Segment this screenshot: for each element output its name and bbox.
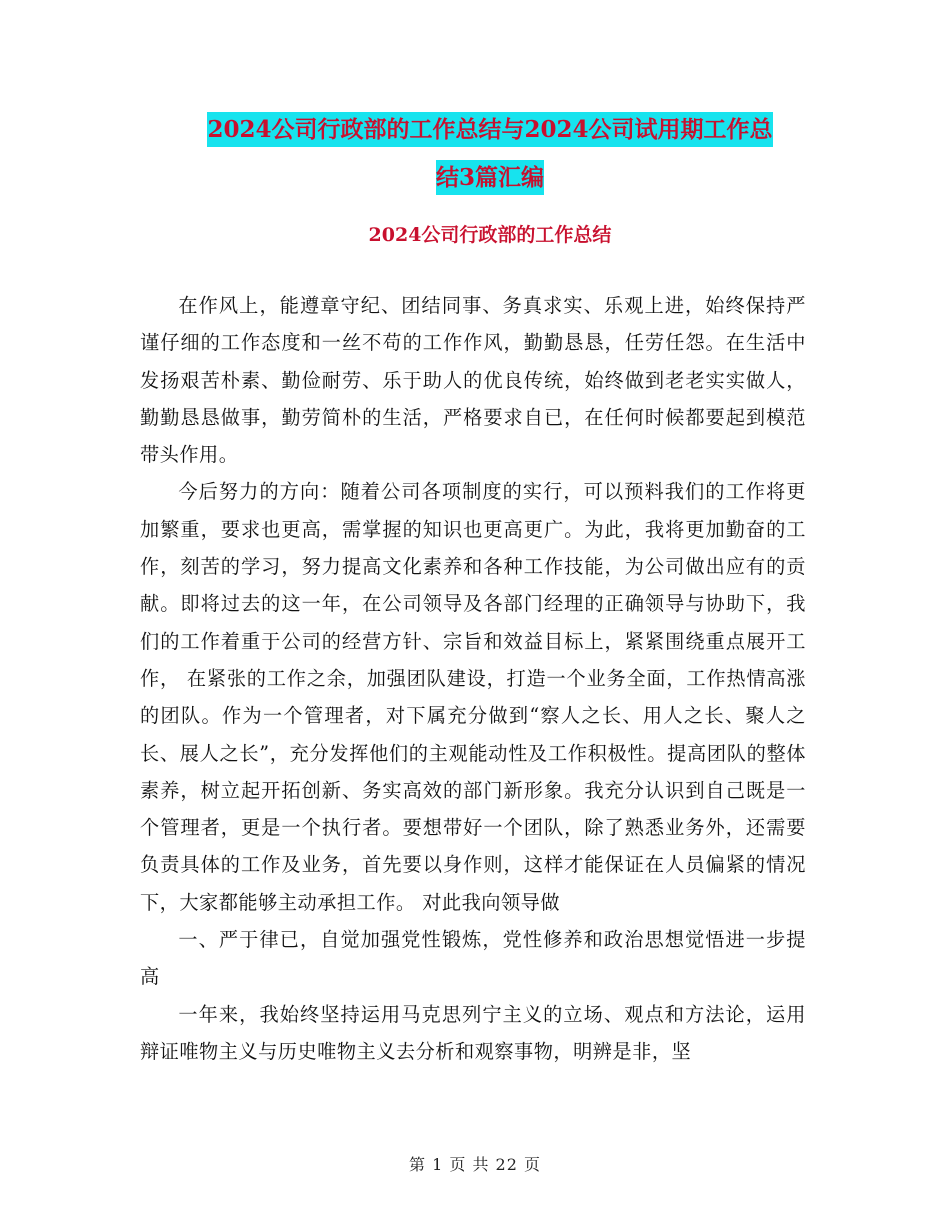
paragraph: 今后努力的方向：随着公司各项制度的实行，可以预料我们的工作将更加繁重，要求也更高，需掌握的知识也更高更广。为此，我将更加勤奋的工作，刻苦的学习，努力提高文化素养和各种工作技能，为公司做出应有的贡献。即将过去的这一年，在公司领导及各部门经理的正确领导与协助下，我们的工作着重于公司的经营方针、宗旨和效益目标上，紧紧围绕重点展开工作， 在紧张的工作之余，加强团队建设，打造一个业务全面，工作热情高涨的团队。作为一个管理者，对下属充分做到“察人之长、用人之长、聚人之长、展人之长”，充分发挥他们的主观能动性及工作积极性。提高团队的整体素养，树立起开拓创新、务实高效的部门新形象。我充分认识到自己既是一个管理者，更是一个执行者。要想带好一个团队，除了熟悉业务外，还需要负责具体的工作及业务，首先要以身作则，这样才能保证在人员偏紧的情况下，大家都能够主动承担工作。 对此我向领导做 [140,480,806,914]
section-title: 2024公司行政部的工作总结 [368,224,612,246]
paragraph: 一、严于律已，自觉加强党性锻炼，党性修养和政治思想觉悟进一步提高 [140,928,806,989]
title-line-2: 结3篇汇编 [436,160,544,195]
title-line-1: 2024公司行政部的工作总结与2024公司试用期工作总 [207,112,772,147]
document-title [140,106,840,202]
paragraph: 一年来，我始终坚持运用马克思列宁主义的立场、观点和方法论，运用辩证唯物主义与历史唯物主义去分析和观察事物，明辨是非，坚 [140,1002,806,1063]
document-body [140,287,806,1070]
paragraph: 在作风上，能遵章守纪、团结同事、务真求实、乐观上进，始终保持严谨仔细的工作态度和一丝不苟的工作作风，勤勤恳恳，任劳任怨。在生活中发扬艰苦朴素、勤俭耐劳、乐于助人的优良传统，始终做到老老实实做人，勤勤恳恳做事，勤劳简朴的生活，严格要求自已，在任何时候都要起到模范带头作用。 [140,294,806,467]
page-footer: 第 1 页 共 22 页 [409,1155,541,1174]
